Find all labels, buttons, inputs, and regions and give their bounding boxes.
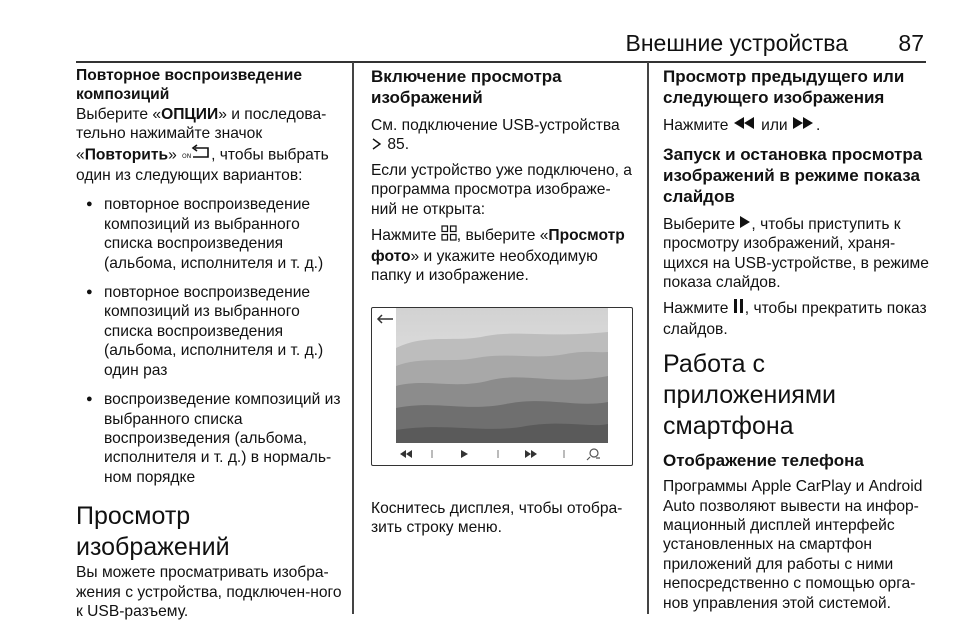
next-icon — [792, 116, 816, 135]
phone-display-subhead: Отображение телефона — [663, 451, 864, 471]
list-item: ● повторное воспроизведение композиций из выбранного списка воспроизведения (альбома, исполнителя и т. д.) один раз — [76, 283, 344, 380]
column-divider-1 — [352, 62, 354, 614]
page-number: 87 — [898, 30, 924, 56]
enable-viewer-subhead: Включение просмотра изображений — [371, 67, 562, 107]
options-term: ОПЦИИ — [161, 105, 219, 123]
list-item: ● воспроизведение композиций из выбранного списка воспроизведения (альбома, исполнителя и т. д.) в нормаль-ном порядке — [76, 390, 344, 487]
menu-bar — [396, 445, 608, 463]
column-divider-2 — [647, 62, 649, 614]
see-usb-reference: См. подключение USB-устройства 85. — [371, 117, 620, 154]
repeat-instructions: Выберите «ОПЦИИ» и последова-тельно нажимайте значок «Повторить» ON , чтобы выбрать один из следующих вариантов: — [76, 105, 329, 185]
landscape-image[interactable] — [396, 308, 608, 443]
pause-icon — [733, 298, 745, 319]
search-icon[interactable] — [587, 449, 600, 460]
previous-icon — [733, 116, 757, 135]
photo-viewer-term: Просмотр фото — [371, 227, 625, 265]
reference-arrow-icon — [371, 136, 383, 155]
image-viewer-screen — [371, 307, 633, 466]
if-connected-text: Если устройство уже подключено, а программа просмотра изображе-ний не открыта: — [371, 161, 632, 218]
slideshow-subhead: Запуск и остановка просмотра изображений в режиме показа слайдов — [663, 144, 923, 206]
repeat-icon — [181, 144, 211, 166]
home-grid-icon — [441, 225, 457, 246]
prev-next-subhead: Просмотр предыдущего или следующего изображения — [663, 67, 905, 107]
figure-caption: Коснитесь дисплея, чтобы отобра-зить строку меню. — [371, 500, 623, 537]
svg-text:ON: ON — [182, 152, 192, 160]
next-icon[interactable] — [525, 450, 537, 458]
repeat-options-list — [76, 195, 344, 487]
phone-display-text: Программы Apple CarPlay и Android Auto позволяют вывести на инфор-мационный дисплей интерфейс установленных на смартфон приложений для работы с ними непосредственно с помощью орга-нов управления этой системой. — [663, 478, 923, 612]
list-item: ● повторное воспроизведение композиций из выбранного списка воспроизведения (альбома, исполнителя и т. д.) — [76, 195, 344, 273]
previous-icon[interactable] — [400, 450, 412, 458]
column-3 — [663, 66, 931, 619]
page-reference: 85. — [387, 136, 410, 154]
back-arrow-icon[interactable] — [375, 311, 395, 327]
page-header — [76, 30, 926, 58]
prev-next-instructions: Нажмите или . — [663, 117, 821, 134]
header-divider — [76, 61, 926, 63]
section-title-images: Просмотр изображений — [76, 502, 230, 562]
play-icon — [739, 215, 751, 234]
open-viewer-instructions: Нажмите , выберите «Просмотр фото» и укажите необходимую папку и изображение. — [371, 227, 625, 285]
play-icon[interactable] — [461, 450, 468, 458]
slideshow-stop-text: Нажмите , чтобы прекратить показ слайдов. — [663, 300, 927, 338]
slideshow-start-text: Выберите , чтобы приступить к просмотру изображений, храня-щихся на USB-устройстве, в режиме показа слайдов. — [663, 215, 929, 291]
images-intro: Вы можете просматривать изобра-жения с устройства, подключен-ного к USB-разъему. — [76, 564, 342, 620]
header-title: Внешние устройства — [625, 30, 848, 56]
repeat-subhead: Повторное воспроизведение композиций — [76, 67, 303, 104]
column-2 — [371, 66, 635, 537]
repeat-term: Повторить — [84, 145, 169, 163]
column-1 — [76, 66, 344, 627]
section-title-smartphone: Работа с приложениями смартфона — [663, 350, 836, 441]
